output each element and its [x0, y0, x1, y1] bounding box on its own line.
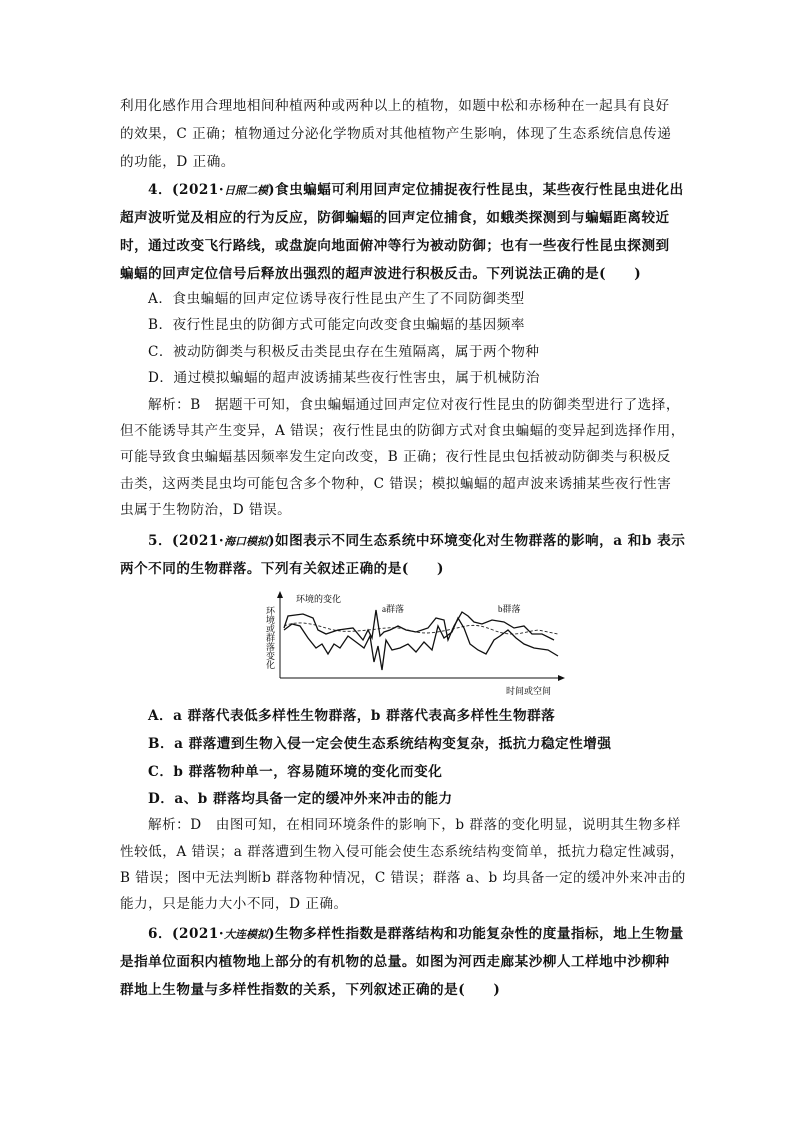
text-line-7: 蝙蝠的回声定位信号后释放出强烈的超声波进行积极反击。下列说法正确的是( ) — [120, 266, 642, 282]
question-4-option-b: B．夜行性昆虫的防御方式可能定向改变食虫蝙蝠的基因频率 — [148, 317, 525, 333]
text-line-26: 能力，只是能力大小不同，D 正确。 — [120, 896, 348, 912]
community-b-curve — [284, 618, 558, 670]
text-line-13: 但不能诱导其产生变异，A 错误；夜行性昆虫的防御方式对食虫蝙蝠的变异起到选择作用， — [120, 423, 685, 439]
question-5-analysis: 解析：D 由图可知，在相同环境条件的影响下，b 群落的变化明显，说明其生物多样 — [148, 817, 681, 833]
y-axis-label: 环境或群落变化 — [265, 606, 275, 669]
question-5-stem-text: )如图表示不同生态系统中环境变化对生物群落的影响，a 和b 表示 — [268, 533, 686, 549]
text-line-28: 是指单位面积内植物地上部分的有机物的总量。如图为河西走廊某沙柳人工样地中沙柳种 — [120, 954, 670, 970]
x-axis-label: 时间或空间 — [506, 686, 552, 696]
text-line-1: 利用化感作用合理地相间种植两种或两种以上的植物，如题中松和赤杨种在一起具有良好 — [120, 98, 670, 114]
text-line-16: 虫属于生物防治，D 错误。 — [120, 502, 292, 518]
question-6-number: 6．(2021· — [148, 926, 225, 942]
text-line-3: 的功能，D 正确。 — [120, 154, 235, 170]
question-5-number: 5．(2021· — [148, 533, 225, 549]
community-b-label: b群落 — [498, 604, 521, 614]
question-5-stem — [148, 531, 685, 552]
community-change-figure — [258, 590, 568, 700]
question-5-option-a: A．a 群落代表低多样性生物群落，b 群落代表高多样性生物群落 — [148, 708, 556, 724]
question-4-analysis: 解析：B 据题干可知，食虫蝙蝠通过回声定位对夜行性昆虫的防御类型进行了选择， — [148, 397, 680, 413]
question-5-option-b: B．a 群落遭到生物入侵一定会使生态系统结构变复杂，抵抗力稳定性增强 — [148, 736, 612, 752]
text-line-18: 两个不同的生物群落。下列有关叙述正确的是( ) — [120, 561, 444, 577]
environment-label: 环境的变化 — [296, 594, 342, 604]
question-5-option-d: D．a、b 群落均具备一定的缓冲外来冲击的能力 — [148, 791, 453, 807]
question-4-option-a: A．食虫蝙蝠的回声定位诱导夜行性昆虫产生了不同防御类型 — [148, 291, 525, 307]
question-5-source: 海口模拟 — [224, 535, 269, 548]
question-5-option-c: C．b 群落物种单一，容易随环境的变化而变化 — [148, 764, 443, 780]
text-line-29: 群地上生物量与多样性指数的关系，下列叙述正确的是( ) — [120, 982, 501, 998]
text-line-25: B 错误；图中无法判断b 群落物种情况，C 错误；群落 a、b 均具备一定的缓冲外来冲击的 — [120, 870, 686, 886]
text-line-2: 的效果，C 正确；植物通过分泌化学物质对其他植物产生影响，体现了生态系统信息传递 — [120, 126, 672, 142]
question-4-source: 日照二模 — [224, 184, 269, 197]
text-line-6: 时，通过改变飞行路线，或盘旋向地面俯冲等行为被动防御；也有一些夜行性昆虫探测到 — [120, 238, 670, 254]
question-4-stem-text: )食虫蝙蝠可利用回声定位捕捉夜行性昆虫，某些夜行性昆虫进化出 — [268, 182, 684, 198]
question-4-stem — [148, 180, 684, 201]
question-4-option-d: D．通过模拟蝙蝠的超声波诱捕某些夜行性害虫，属于机械防治 — [148, 370, 540, 386]
environment-curve — [284, 623, 558, 634]
text-line-5: 超声波听觉及相应的行为反应，防御蝙蝠的回声定位捕食，如蛾类探测到与蝙蝠距离较近 — [120, 210, 670, 226]
question-4-number: 4．(2021· — [148, 182, 225, 198]
community-a-label: a群落 — [382, 604, 404, 614]
x-axis-arrow — [558, 675, 565, 681]
question-6-source: 大连模拟 — [224, 928, 269, 941]
text-line-14: 可能导致食虫蝙蝠基因频率发生定向改变，B 正确；夜行性昆虫包括被动防御类与积极反 — [120, 449, 671, 465]
question-6-stem-text: )生物多样性指数是群落结构和功能复杂性的度量指标，地上生物量 — [268, 926, 684, 942]
y-axis-arrow — [277, 591, 283, 598]
question-6-stem — [148, 924, 684, 945]
text-line-15: 击类，这两类昆虫均可能包含多个物种，C 错误；模拟蝙蝠的超声波来诱捕某些夜行性害 — [120, 476, 672, 492]
question-4-option-c: C．被动防御类与积极反击类昆虫存在生殖隔离，属于两个物种 — [148, 344, 540, 360]
text-line-24: 性较低，A 错误；a 群落遭到生物入侵可能会使生态系统结构变简单，抵抗力稳定性减弱， — [120, 844, 685, 860]
